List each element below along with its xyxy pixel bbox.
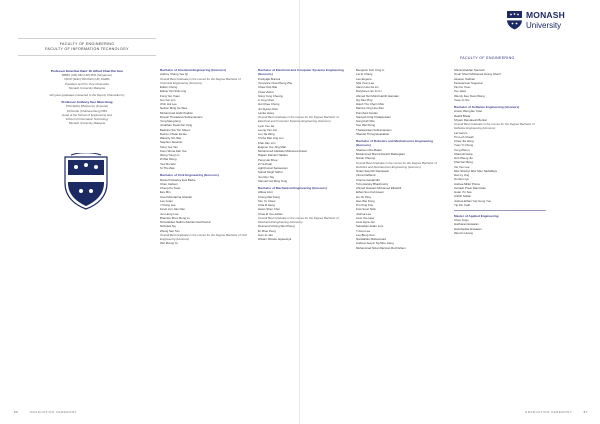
graduate-name: Liew Hyna Jen [356, 220, 375, 225]
presenter-1-name: Professor Emeritus Dato' Dr Alfred Chan Kin Hon [50, 69, 124, 73]
graduate-name: Anfish Sultan [454, 194, 472, 199]
graduate-name: Yong Meng Eng [160, 119, 181, 124]
graduate-name: Stephen Susanto [160, 140, 183, 145]
graduate-name: Kow Soon Nick [356, 207, 376, 212]
presenter-2-name: Professor Anthony Guo Nian Hong [61, 100, 113, 105]
faculty-heading [14, 42, 160, 52]
graduate-name: Nicole Cheong [356, 156, 375, 161]
graduate-name: Santosh Kiraj'I Kalaiselvam [356, 114, 391, 119]
graduate-name: Khai Jian Lim [258, 140, 276, 145]
graduate-name: Song Kah Wai [356, 119, 375, 123]
graduate-name: Cheng Ke Xuan [160, 186, 181, 191]
graduate-name: Ho Jin Ping [356, 194, 371, 199]
graduate-name: Shivanshekhar Santosh [454, 68, 485, 72]
graduate-name: Goi Jun Lim [160, 97, 176, 102]
award-note: Overall Best Graduate in the course for the Degree Bachelor of Software Engineering (Honours) [454, 122, 535, 131]
graduate-name: Wendy Kee Xuan Wong [454, 93, 485, 98]
graduate-name: Sung Yong Cheong [258, 93, 283, 98]
graduate-name: Jin Siyuan Khor [258, 106, 279, 111]
graduate-name: Peng Hai Khee [258, 157, 278, 162]
graduate-name: Asween Sudhan [454, 76, 476, 81]
graduate-name: Guan Yin Soo [454, 190, 472, 195]
graduate-name: Yew Ru Wei [160, 161, 176, 166]
graduate-name: Yi Hou Lee [356, 228, 371, 233]
graduate-name: Chua Zi Yee Adrian [258, 211, 283, 216]
graduate-name: Elaine Tan Siok Ling [160, 89, 187, 94]
degree-heading: Bachelor of Robotics and Mechatronics Engineering (Honours) [356, 139, 434, 148]
graduate-name: Joshua Ethan Yap Gong Yue [454, 198, 491, 203]
logo-name: MONASH [526, 10, 565, 20]
presenter-2-line: PhD (Edin) BSc(Hons) (Imperial) [66, 104, 108, 109]
graduate-name: Ahmed Hussain Mohamed Elbashif [356, 186, 402, 191]
graduate-name: Kevin Lim Jian Nan [160, 207, 185, 212]
graduate-name: Ahmed Ibni Mohd Harith Hamdan [356, 93, 399, 98]
graduate-name: Yonvance Chai Zheng Zhe [258, 81, 293, 86]
university-crest-icon [59, 153, 113, 211]
graduate-name: Darren Chuan Ee Ee [160, 131, 187, 136]
graduate-name: Zheng Sen Tan [160, 228, 180, 233]
graduate-name: Thaiswaraan Subramaniam [356, 127, 392, 132]
graduate-name: Nolan Sasynth Damsapar [356, 169, 389, 174]
graduate-name: Zi Wei Wong [160, 157, 177, 162]
graduate-name: Lee Guan [160, 198, 173, 203]
graduate-name: Lee Beng Guo [356, 232, 375, 237]
graduate-name: Hsieh Tze Chern Mok [356, 102, 384, 106]
graduate-name: Marcus Ong Hou Rier [356, 106, 384, 111]
graduate-name: Eugene Yee Jing Mah [258, 144, 287, 149]
graduate-name: Song Yee Tan [160, 144, 178, 149]
graduate-name: Sha Yuan Lee [356, 80, 375, 85]
graduate-name: Hwan Shen Choi [258, 207, 280, 212]
right-page [160, 0, 600, 424]
graduate-name: Li Ling Chen [258, 98, 275, 103]
graduate-name: Brandon Zhen Rong Lu [160, 215, 191, 220]
graduate-name: Joshua Lee [356, 211, 371, 216]
graduate-name: Abbas Amir [258, 190, 273, 195]
graduate-name: Hao Wei Kong [356, 198, 375, 203]
heading-line-2: FACULTY OF INFORMATION TECHNOLOGY [45, 47, 129, 52]
graduate-name: Cheng Wei Kang [258, 194, 280, 199]
graduate-name: Ethan Soo Kah Heem [356, 190, 384, 195]
presenter-2-line: Head of the School of Engineering and [62, 112, 112, 117]
graduate-name: Shardel Thirugnanasaban [356, 131, 390, 136]
graduate-name: Yong Zhenn [454, 147, 470, 152]
graduate-name: Hui Chee Chong [258, 102, 280, 107]
monash-logo [502, 10, 590, 32]
graduate-name: Nelson Ming Jie Wee [160, 106, 188, 111]
presenter-1-line: MBBS (UM) MD (UM) PhD (Singapore) [61, 73, 113, 78]
page-number: 57 [583, 410, 588, 414]
degree-heading: Bachelor of Chemical Engineering (Honours) [160, 68, 227, 72]
presiding-officers [14, 69, 160, 125]
logo-subtitle: University [526, 21, 562, 30]
graduate-name: Puvilyajlu Buresa [258, 76, 281, 81]
faculty-heading: FACULTY OF ENGINEERING [460, 56, 515, 60]
graduate-name: Trisha Ran Jing Lim [258, 136, 284, 141]
divider [18, 55, 156, 56]
graduate-name: Lim Jia Wing [258, 132, 275, 137]
graduate-name: Anson Weng Ee Yuan [454, 109, 483, 114]
graduate-name: Si Thu Zaw [160, 165, 175, 170]
graduate-name: Pru Xing Koe [356, 203, 374, 208]
graduate-name: Tuhu Harsky Bhachmohy [356, 181, 389, 186]
award-note: Overall Best Graduate in the course for the Degree Bachelor of Chemical Engineering (Honours) [160, 76, 241, 85]
degree-heading: Bachelor of Software Engineering (Honours) [454, 105, 520, 109]
graduate-name: Wong Yong Lin [160, 153, 180, 158]
graduate-name: Yip Kin Yeah [454, 202, 471, 207]
presenter-1-line: President and Pro Vice-Chancellor [64, 81, 110, 86]
presenter-intro: will greet graduates presented to the Deputy Chancellor by [49, 93, 125, 98]
graduate-name: Wei Zheng Ye [160, 241, 178, 246]
graduate-name: Teo Jawn [454, 89, 467, 94]
graduate-column-2 [258, 68, 350, 241]
graduate-name: Andrew Jeeyin Ng Moo Liang [356, 241, 394, 246]
graduate-name: Mohammed Burnia Danish Badarglani [356, 152, 405, 157]
graduate-name: Vincent Effendi [356, 173, 376, 178]
graduate-name: Koon Wona Kah Yee [160, 148, 187, 153]
graduate-name: Chia Zi Heng [258, 203, 275, 208]
graduate-name: Soo Wei Kiong [356, 123, 376, 128]
graduate-name: Shaheen Abu Bakar [356, 147, 382, 152]
graduate-name: Muhammad Nizar Razman Rozhisham [356, 245, 406, 250]
graduate-name: Dinesh Tharadeva Subramaniam [160, 114, 203, 119]
graduate-name: Nicholas Ng [160, 224, 176, 229]
graduate-name: Ooi Ern Lyn [454, 177, 470, 182]
graduate-name: Lai Ee Hwey [258, 110, 275, 115]
graduate-name: Nirmaladevi Nathiru Muhammad Kamar [160, 220, 211, 225]
presenter-1-line: Monash University Malaysia [69, 85, 105, 90]
graduate-name: Zi Ya Puah [258, 161, 273, 166]
graduate-name: Yi Kang Lee [160, 203, 176, 208]
graduate-name: Chin Hui Lee [160, 102, 177, 107]
graduate-name: Mior Shazryi Mior Mior Saifulldiya [454, 168, 497, 173]
graduate-name: Benjamin Koh Yong Li [356, 68, 385, 72]
graduate-name: Liew Yee How [356, 215, 375, 220]
graduate-name: Chew Zehui [258, 89, 274, 94]
degree-heading: Bachelor of Civil Engineering (Honours) [160, 173, 219, 178]
monash-shield-icon [506, 10, 523, 30]
graduate-column-1 [160, 68, 252, 246]
graduate-name: Lai Genon [454, 130, 468, 135]
graduate-column-4 [454, 68, 546, 235]
presenter-2-line: School of Information Technology [65, 117, 109, 122]
graduate-name: Muhammad Hafiz Ibrahim [160, 110, 194, 115]
graduate-name: Rania Kimberley Eva Barbe [160, 177, 196, 182]
graduate-name: Gan Jo Jan [258, 232, 273, 237]
graduate-name: Samuel Hui Ming Teng [258, 178, 288, 183]
award-note: Overall Best Graduate in the course for the Degree Bachelor of Civil Engineering (Honours) [160, 232, 247, 242]
graduate-name: Nandahiko Muhammad [356, 237, 386, 242]
graduate-name: Fong Yen Xuan [160, 93, 180, 98]
graduate-name: Aaron Hou Fa Lin [356, 85, 379, 89]
graduate-name: Omar Sherif Mohamed Hosny Sherif [454, 72, 501, 77]
graduate-name: Sohail Singh Sidhu [258, 170, 283, 175]
award-note: Overall Best Graduate in the course for the Degree Bachelor of Electrical and Computer Systems Engineering (Honours) [258, 115, 339, 124]
graduate-name: Cherrie Ganabrdhi [356, 177, 380, 182]
graduate-name: Tan Ke Yuan [454, 85, 471, 89]
graduate-name: Szu Yu Chew [258, 198, 276, 203]
graduate-name: Harishankar Eswaran [454, 226, 482, 231]
graduate-name: Han Ly Jing [454, 173, 470, 178]
graduate-name: Er Zhao Peng [258, 228, 276, 233]
degree-heading: Bachelor of Mechanical Engineering (Honours) [258, 186, 327, 191]
graduate-name: Leong Yan Jun [258, 127, 278, 132]
graduate-column-3 [356, 68, 448, 250]
graduate-name: Ng Jian Ping [356, 97, 373, 102]
heading-line-1: FACULTY OF ENGINEERING [59, 42, 115, 46]
graduate-name: Mohammed Abubakr Mohamed Anwer [258, 149, 308, 154]
graduate-name: Avinash Preet Rammitan [454, 185, 486, 190]
graduate-name: Khai Kai Meng [454, 160, 473, 165]
graduate-name: Darylone Lum Jin Li [356, 89, 382, 94]
graduate-name: Chen Jingo [454, 218, 469, 223]
graduate-name: Tim Leh Cheah [454, 134, 474, 139]
graduate-name: Chew Jia Hong [454, 139, 474, 144]
graduate-name: Lee Eugene [356, 76, 372, 81]
graduate-name: Hoh Zheng Jie [454, 156, 473, 161]
graduate-name: Waverly Sin Wei [160, 136, 182, 141]
graduate-name: Hariharan Eswaran [454, 222, 479, 227]
graduate-name: Andrea Miller Prince [454, 181, 481, 186]
presenter-1-line: FRCP (Edin) FRCPath (UK) FAMM [64, 77, 110, 82]
graduate-name: Eve Min [160, 190, 171, 195]
presenter-2-line: FIChemE (Chartered Eng) FBS [66, 108, 108, 113]
award-note: Overall Best Graduate in the course for the Degree Bachelor of Robotics and Mechatronics Engineering (Honours) [356, 160, 437, 169]
graduate-name: Xin Yee Lee [454, 164, 470, 169]
graduate-name: Agill Kumar Saravanan [258, 166, 288, 171]
graduate-name: Wisam Shinda Jayasuriya [258, 237, 292, 242]
graduate-name: Lai Zi Chang [356, 72, 373, 77]
graduate-name: Chew Kah Wai [258, 85, 278, 90]
graduate-name: Amel Mumtahna Ghazali [160, 194, 192, 199]
graduate-name: Kesavarman Sugumar [454, 80, 483, 85]
divider [454, 210, 546, 211]
divider [18, 38, 156, 39]
footer [14, 410, 77, 414]
graduate-name: Rashil Bhola [454, 113, 471, 118]
graduate-name: Wenxin Huang [454, 230, 473, 235]
footer-label: GRADUATION CEREMONY [524, 410, 573, 414]
graduate-name: Jonathan Kwek Kai Yang [160, 123, 193, 128]
presenter-2-line: Monash University Malaysia [69, 121, 105, 126]
graduate-name: Audrey Chang Yee Qi [160, 72, 188, 77]
graduate-name: Shaurull Guha [454, 151, 473, 156]
graduate-name: Jun Hong Low [160, 211, 179, 216]
graduate-name: Edwin Chong [160, 85, 178, 90]
degree-heading: Bachelor of Electrical and Computer Systems Engineering (Honours) [258, 68, 344, 77]
graduate-name: Punnhani Kevlas [356, 110, 378, 115]
footer-label: GRADUATION CEREMONY [29, 410, 78, 414]
award-note: Overall Best Graduate in the course for the Degree Bachelor of Mechanical Engineering (Honours) [258, 215, 339, 225]
graduate-name: Rajeev Damien Naidoo [258, 153, 288, 158]
graduate-name: Desmond Chong Wei Kheng [258, 224, 295, 229]
graduate-name: Yeap Jo Sin [454, 97, 470, 102]
page-number: 56 [14, 410, 19, 414]
graduate-name: Chan Carlson [160, 181, 178, 186]
graduate-name: Jun Ren Tay [258, 174, 275, 179]
graduate-name: Yuan Yi Chong [454, 143, 474, 148]
graduate-name: Lynn Yeu Jie [258, 123, 275, 128]
footer [525, 410, 588, 414]
degree-heading: Master of Applied Engineering [454, 213, 499, 218]
graduate-name: Sebastian Aidan Lum [356, 224, 384, 229]
graduate-name: Beatrice Sia Tze Shuen [160, 127, 191, 132]
graduate-name: Shyam Ramakesh Borkar [454, 117, 487, 122]
